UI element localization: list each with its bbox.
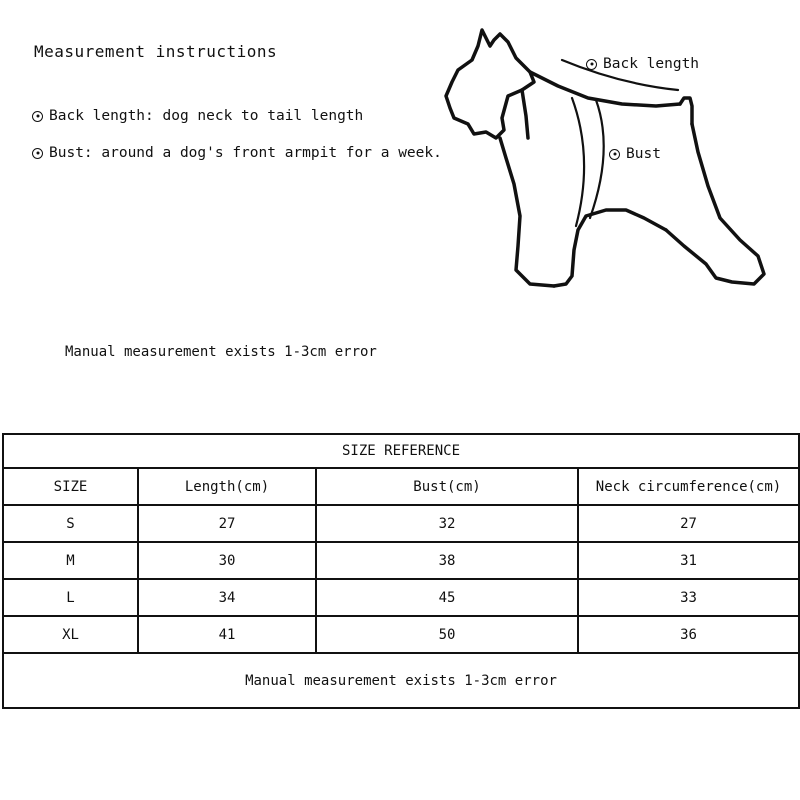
- instruction-back-length: [32, 108, 363, 124]
- dog-rear-leg-outline: [666, 124, 764, 284]
- table-header-row: [3, 468, 799, 505]
- circle-dot-icon: [32, 148, 43, 159]
- table-row: [3, 616, 799, 653]
- cell-size: L: [3, 579, 138, 616]
- dog-belly-outline: [554, 210, 666, 286]
- dog-head-outline: [446, 30, 534, 138]
- dog-back-outline: [530, 72, 680, 106]
- header-length: Length(cm): [138, 468, 316, 505]
- cell-length: 30: [138, 542, 316, 579]
- header-size: SIZE: [3, 468, 138, 505]
- cell-length: 41: [138, 616, 316, 653]
- dog-neck-outline: [522, 90, 528, 138]
- circle-dot-icon: [609, 149, 620, 160]
- cell-bust: 50: [316, 616, 578, 653]
- size-reference-table: [2, 433, 800, 709]
- header-neck: Neck circumference(cm): [578, 468, 799, 505]
- measurement-error-note: Manual measurement exists 1-3cm error: [65, 344, 377, 360]
- circle-dot-icon: [586, 59, 597, 70]
- cell-neck: 31: [578, 542, 799, 579]
- table-row: [3, 505, 799, 542]
- cell-size: M: [3, 542, 138, 579]
- back-length-label: [586, 56, 699, 72]
- bust-guide: [590, 100, 604, 218]
- instruction-bust-text: Bust: around a dog's front armpit for a week.: [49, 145, 442, 161]
- dog-tail-outline: [680, 98, 692, 124]
- measurement-instructions-heading: Measurement instructions: [34, 42, 278, 61]
- instruction-back-length-text: Back length: dog neck to tail length: [49, 108, 364, 124]
- cell-length: 34: [138, 579, 316, 616]
- back-length-label-text: Back length: [603, 56, 700, 72]
- instruction-bust: [32, 145, 442, 161]
- cell-bust: 45: [316, 579, 578, 616]
- header-bust: Bust(cm): [316, 468, 578, 505]
- table-row: [3, 579, 799, 616]
- table-footer-note: Manual measurement exists 1-3cm error: [3, 653, 799, 708]
- cell-size: XL: [3, 616, 138, 653]
- cell-bust: 38: [316, 542, 578, 579]
- cell-neck: 33: [578, 579, 799, 616]
- bust-label-text: Bust: [626, 146, 661, 162]
- cell-bust: 32: [316, 505, 578, 542]
- cell-neck: 27: [578, 505, 799, 542]
- table-title: SIZE REFERENCE: [3, 434, 799, 468]
- chest-guide: [572, 98, 584, 226]
- bust-label: [609, 146, 661, 162]
- cell-neck: 36: [578, 616, 799, 653]
- cell-length: 27: [138, 505, 316, 542]
- dog-front-outline: [500, 138, 554, 286]
- circle-dot-icon: [32, 111, 43, 122]
- cell-size: S: [3, 505, 138, 542]
- table-row: [3, 542, 799, 579]
